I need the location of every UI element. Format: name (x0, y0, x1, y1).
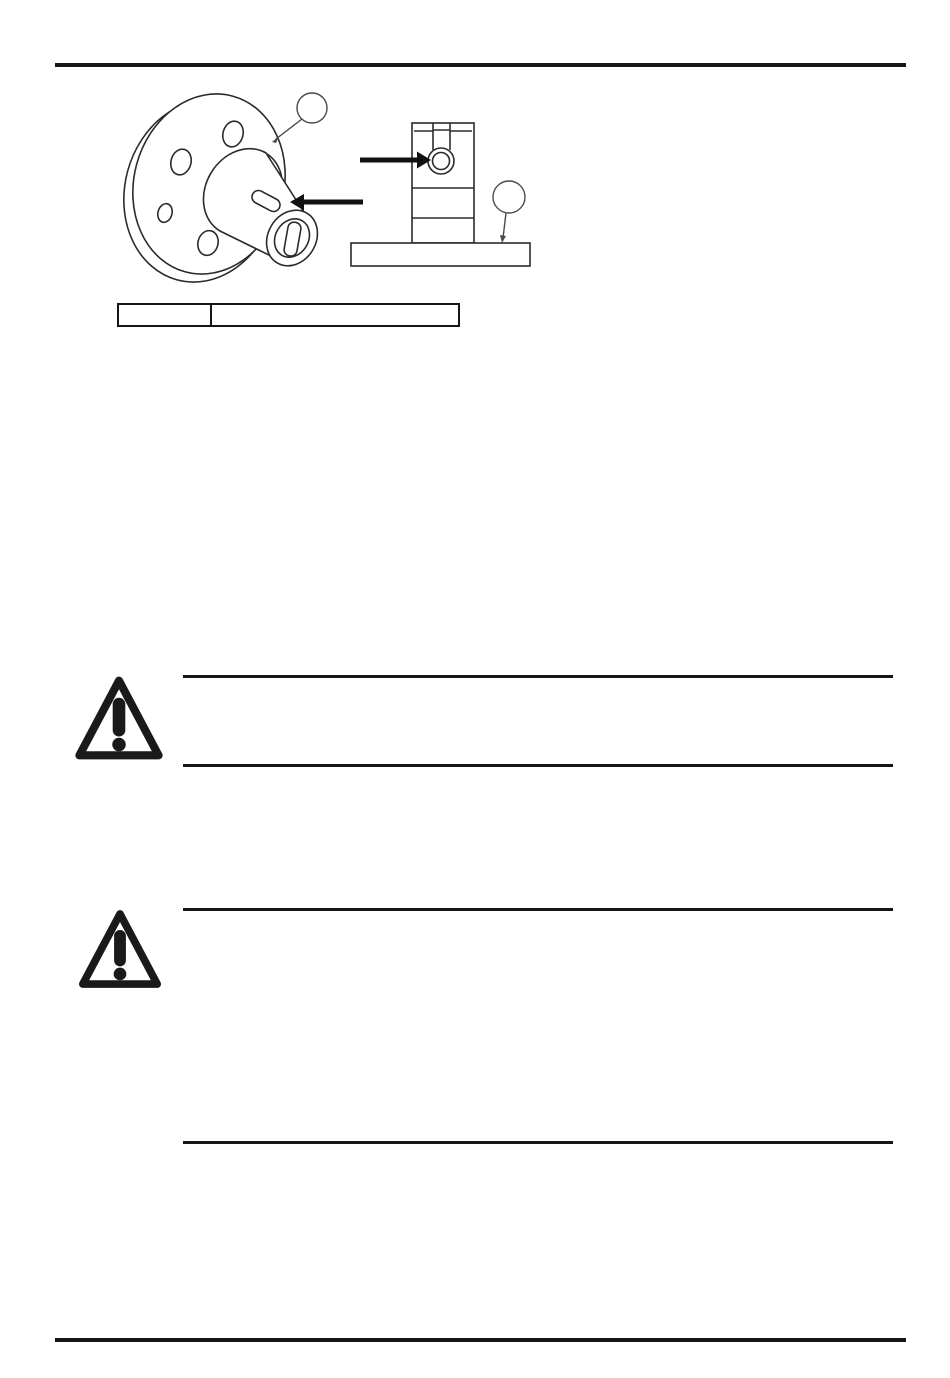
pointer-arrow-right-icon (360, 152, 431, 169)
warning-2-top-rule (183, 908, 893, 911)
warning-1-top-rule (183, 675, 893, 678)
callout-circle-2 (493, 181, 525, 243)
leader-line (276, 119, 302, 139)
table-cell (119, 305, 212, 325)
assembly-drawing (0, 0, 950, 350)
warning-1-bottom-rule (183, 764, 893, 767)
warning-1-text (183, 685, 893, 759)
callout-circle-1 (272, 93, 327, 143)
leader-line (503, 213, 506, 238)
mounting-base-plate (351, 243, 530, 266)
warning-2-bottom-rule (183, 1141, 893, 1144)
pointer-arrow-left-icon (290, 194, 363, 211)
label-table (117, 303, 460, 327)
warning-triangle-icon (74, 674, 164, 762)
warning-triangle-icon (76, 908, 164, 990)
warning-2-text (183, 918, 893, 1133)
flange-coupling-isometric-view (104, 77, 328, 300)
assembly-figure (0, 0, 950, 350)
footer-rule (55, 1338, 906, 1342)
bracket-body (412, 123, 474, 243)
leader-arrowhead (500, 235, 506, 243)
table-cell (212, 305, 458, 325)
